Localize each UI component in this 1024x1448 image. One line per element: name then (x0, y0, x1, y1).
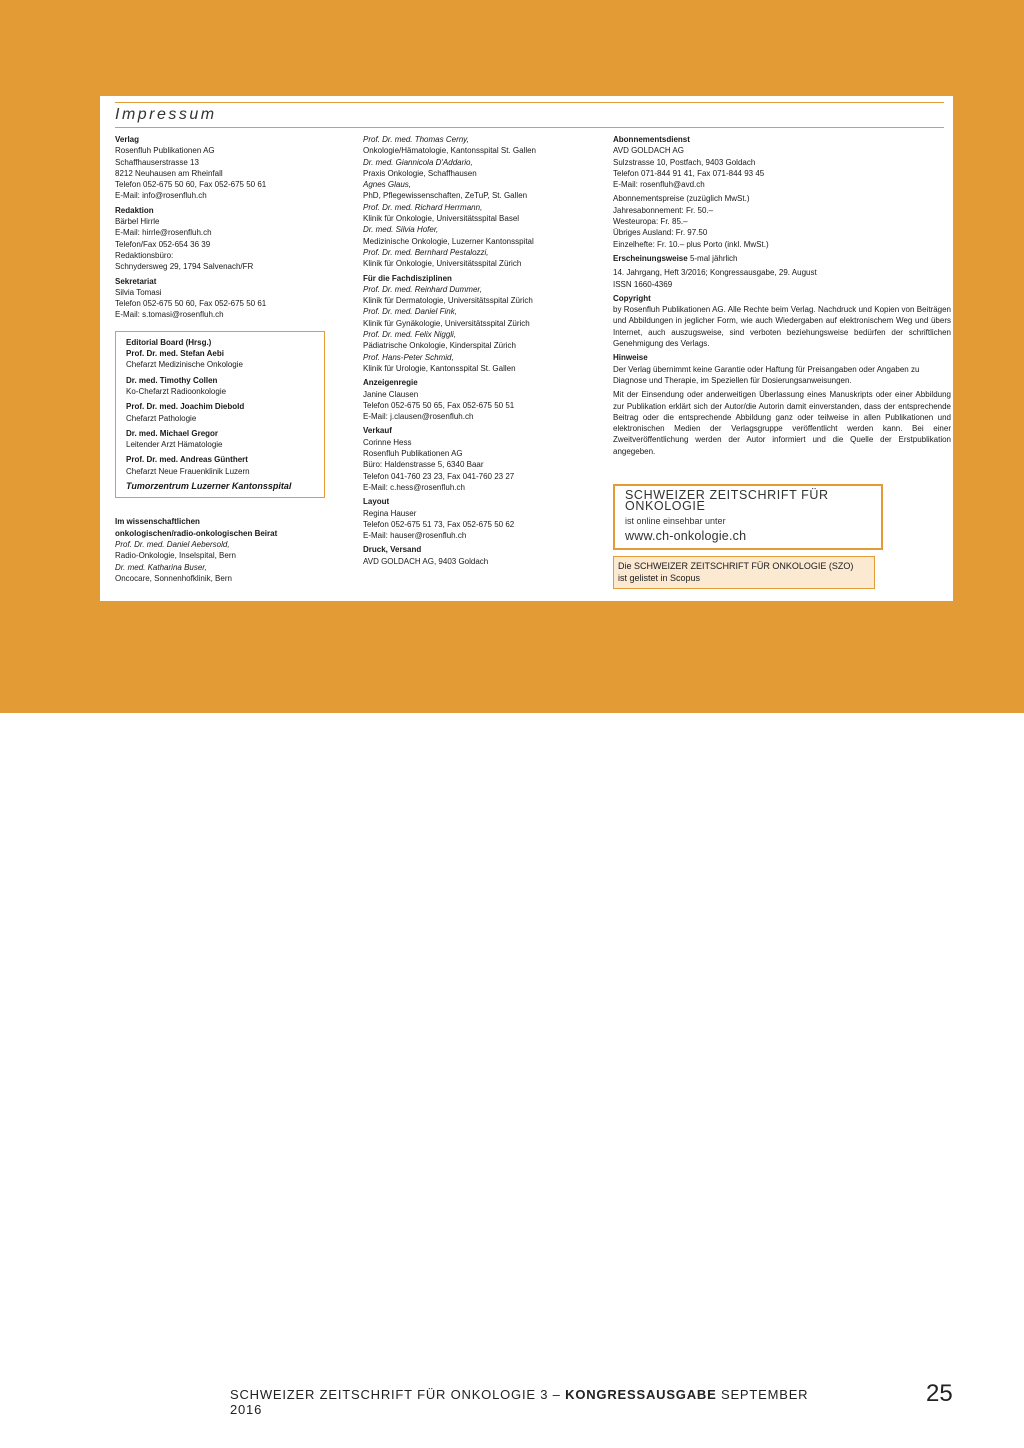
anzeigenregie-heading: Anzeigenregie (363, 378, 418, 388)
copyright-heading: Copyright (613, 293, 651, 303)
board-member-role: Chefarzt Neue Frauenklinik Luzern (126, 466, 250, 476)
fach-affiliation: Klinik für Urologie, Kantonsspital St. Gallen (363, 363, 516, 373)
erscheinungsweise-value: 5-mal jährlich (689, 253, 738, 263)
beirat-heading (115, 516, 340, 539)
issn-line: ISSN 1660-4369 (613, 279, 673, 289)
redaktion-heading: Redaktion (115, 205, 154, 215)
abonnement-line: Telefon 071-844 91 41, Fax 071-844 93 45 (613, 168, 765, 178)
page-footer (230, 1387, 830, 1417)
verlag-email: E-Mail: info@rosenfluh.ch (115, 191, 207, 201)
anzeigenregie-line: Telefon 052-675 50 65, Fax 052-675 50 51 (363, 400, 515, 410)
beirat-affiliation: Onkologie/Hämatologie, Kantonsspital St. Gallen (363, 146, 536, 156)
druck-line: AVD GOLDACH AG, 9403 Goldach (363, 556, 489, 566)
price-line: Westeuropa: Fr. 85.– (613, 217, 688, 227)
board-member-name: Dr. med. Michael Gregor (126, 428, 219, 438)
column-3 (613, 134, 951, 589)
redaktion-line: Schnydersweg 29, 1794 Salvenach/FR (115, 262, 254, 272)
fach-affiliation: Pädiatrische Onkologie, Kinderspital Zürich (363, 341, 516, 351)
fach-name: Prof. Hans-Peter Schmid, (363, 352, 454, 362)
beirat-name: Dr. med. Giannicola D'Addario, (363, 157, 473, 167)
scopus-line: Die SCHWEIZER ZEITSCHRIFT FÜR ONKOLOGIE (SZO) (618, 561, 854, 572)
beirat-name: Prof. Dr. med. Thomas Cerny, (363, 135, 469, 144)
online-box (613, 484, 883, 550)
sekretariat-heading: Sekretariat (115, 276, 157, 286)
beirat-affiliation: PhD, Pflegewissenschaften, ZeTuP, St. Gallen (363, 191, 528, 201)
price-line: Übriges Ausland: Fr. 97.50 (613, 228, 708, 238)
title-rule (115, 102, 944, 128)
druck-heading: Druck, Versand (363, 545, 422, 555)
hinweise-text: Mit der Einsendung oder anderweitigen Überlassung eines Manuskripts oder einer Abbildung zur Publikation erklärt sich der Autor/die Autorin damit einverstanden, dass der entsprechende Beitrag oder die entsprechende Abbildung ganz oder teilweise in allen Publikationen und elektronischen Medien der Verlagsgruppe veröffentlicht werden kann. Bei einer Zweitveröffentlichung werden der Autor informiert und die Quelle der Erstpublikation angegeben. (613, 390, 951, 456)
erscheinungsweise-row (613, 253, 951, 264)
board-member-name: Prof. Dr. med. Andreas Günthert (126, 455, 248, 465)
price-line: Abonnementspreise (zuzüglich MwSt.) (613, 194, 750, 204)
board-institution: Tumorzentrum Luzerner Kantonsspital (126, 481, 292, 492)
redaktion-email: E-Mail: hirrle@rosenfluh.ch (115, 228, 212, 238)
verkauf-line: Corinne Hess (363, 437, 412, 447)
online-box-subtitle: ist online einsehbar unter (625, 515, 726, 526)
redaktion-line: Redaktionsbüro: (115, 250, 174, 260)
online-box-url-link[interactable]: www.ch-onkologie.ch (625, 528, 747, 543)
page-number: 25 (926, 1380, 953, 1407)
board-member-role: Chefarzt Medizinische Onkologie (126, 360, 243, 370)
abonnement-email: E-Mail: rosenfluh@avd.ch (613, 180, 705, 190)
fach-name: Prof. Dr. med. Felix Niggli, (363, 330, 457, 340)
fachdisziplinen-heading: Für die Fachdisziplinen (363, 273, 452, 283)
verkauf-heading: Verkauf (363, 426, 392, 436)
abonnement-line: Sulzstrasse 10, Postfach, 9403 Goldach (613, 157, 756, 167)
redaktion-line: Bärbel Hirrle (115, 217, 160, 227)
page-title: Impressum (115, 106, 217, 123)
beirat-name: Dr. med. Silvia Hofer, (363, 225, 439, 235)
scopus-line: ist gelistet in Scopus (618, 573, 701, 584)
sekretariat-line: Silvia Tomasi (115, 287, 162, 297)
beirat-affiliation: Praxis Onkologie, Schaffhausen (363, 168, 477, 178)
board-member-name: Dr. med. Timothy Collen (126, 375, 218, 385)
beirat-affiliation: Radio-Onkologie, Inselspital, Bern (115, 551, 236, 561)
board-member-role: Leitender Arzt Hämatologie (126, 440, 223, 450)
beirat-heading-line: onkologischen/radio-onkologischen Beirat (115, 528, 278, 538)
editorial-board-box (115, 331, 325, 499)
abonnement-heading: Abonnementsdienst (613, 135, 690, 144)
board-member-role: Chefarzt Pathologie (126, 413, 197, 423)
board-member-role: Ko-Chefarzt Radioonkologie (126, 386, 227, 396)
verlag-heading: Verlag (115, 135, 140, 144)
impressum-panel (100, 96, 953, 601)
beirat-affiliation: Oncocare, Sonnenhofklinik, Bern (115, 573, 232, 583)
anzeigenregie-line: Janine Clausen (363, 389, 419, 399)
layout-line: Telefon 052-675 51 73, Fax 052-675 50 62 (363, 519, 515, 529)
verkauf-line: Telefon 041-760 23 23, Fax 041-760 23 27 (363, 471, 515, 481)
fach-affiliation: Klinik für Dermatologie, Universitätsspital Zürich (363, 296, 533, 306)
beirat-name: Dr. med. Katharina Buser, (115, 562, 207, 572)
verlag-line: Rosenfluh Publikationen AG (115, 146, 215, 156)
beirat-name: Prof. Dr. med. Bernhard Pestalozzi, (363, 247, 489, 257)
footer-journal: SCHWEIZER ZEITSCHRIFT FÜR ONKOLOGIE 3 – (230, 1387, 561, 1402)
beirat-name: Prof. Dr. med. Daniel Aebersold, (115, 539, 230, 549)
beirat-heading-line: Im wissenschaftlichen (115, 517, 200, 527)
beirat-affiliation: Klinik für Onkologie, Universitätsspital Basel (363, 214, 520, 224)
price-line: Jahresabonnement: Fr. 50.– (613, 205, 714, 215)
board-member-name: Prof. Dr. med. Stefan Aebi (126, 349, 224, 359)
online-box-title: SCHWEIZER ZEITSCHRIFT FÜR ONKOLOGIE (625, 488, 829, 514)
price-line: Einzelhefte: Fr. 10.– plus Porto (inkl. MwSt.) (613, 239, 769, 249)
board-member-name: Prof. Dr. med. Joachim Diebold (126, 402, 245, 412)
scopus-box (613, 556, 875, 589)
footer-date: SEPTEMBER 2016 (230, 1387, 809, 1417)
column-1 (115, 134, 340, 584)
issue-line: 14. Jahrgang, Heft 3/2016; Kongressausgabe, 29. August (613, 268, 817, 278)
beirat-affiliation: Klinik für Onkologie, Universitätsspital Zürich (363, 259, 522, 269)
verlag-line: Telefon 052-675 50 60, Fax 052-675 50 61 (115, 180, 267, 190)
copyright-text: by Rosenfluh Publikationen AG. Alle Rechte beim Verlag. Nachdruck und Kopien von Beiträgen und Abbildungen in jeglicher Form, wie auch Wiedergaben auf elektronischem Weg und übers Internet, auch auszugsweise, sind verboten beziehungsweise bedürfen der schriftlichen Genehmigung des Verlags. (613, 305, 951, 349)
layout-email: E-Mail: hauser@rosenfluh.ch (363, 531, 467, 541)
fach-name: Prof. Dr. med. Daniel Fink, (363, 307, 457, 317)
beirat-name: Agnes Glaus, (363, 180, 412, 190)
layout-line: Regina Hauser (363, 508, 417, 518)
verkauf-line: Büro: Haldenstrasse 5, 6340 Baar (363, 460, 484, 470)
footer-edition: KONGRESSAUSGABE (565, 1387, 717, 1402)
layout-heading: Layout (363, 497, 390, 507)
anzeigenregie-email: E-Mail: j.clausen@rosenfluh.ch (363, 412, 474, 422)
column-2 (363, 134, 593, 567)
hinweise-heading: Hinweise (613, 353, 648, 363)
fach-name: Prof. Dr. med. Reinhard Dummer, (363, 284, 482, 294)
redaktion-line: Telefon/Fax 052-654 36 39 (115, 239, 211, 249)
abonnement-line: AVD GOLDACH AG (613, 146, 684, 156)
verkauf-email: E-Mail: c.hess@rosenfluh.ch (363, 482, 465, 492)
beirat-affiliation: Medizinische Onkologie, Luzerner Kantonsspital (363, 236, 534, 246)
beirat-name: Prof. Dr. med. Richard Herrmann, (363, 202, 483, 212)
sekretariat-email: E-Mail: s.tomasi@rosenfluh.ch (115, 310, 224, 320)
verkauf-line: Rosenfluh Publikationen AG (363, 449, 463, 459)
editorial-board-heading: Editorial Board (Hrsg.) (126, 337, 212, 347)
fach-affiliation: Klinik für Gynäkologie, Universitätsspital Zürich (363, 318, 530, 328)
verlag-line: 8212 Neuhausen am Rheinfall (115, 168, 223, 178)
sekretariat-line: Telefon 052-675 50 60, Fax 052-675 50 61 (115, 299, 267, 309)
erscheinungsweise-heading: Erscheinungsweise (613, 253, 688, 263)
verlag-line: Schaffhauserstrasse 13 (115, 157, 199, 167)
hinweise-text: Der Verlag übernimmt keine Garantie oder Haftung für Preisangaben oder Angaben zu Diagnose und Therapie, im Speziellen für Dosierungsanweisungen. (613, 364, 920, 385)
